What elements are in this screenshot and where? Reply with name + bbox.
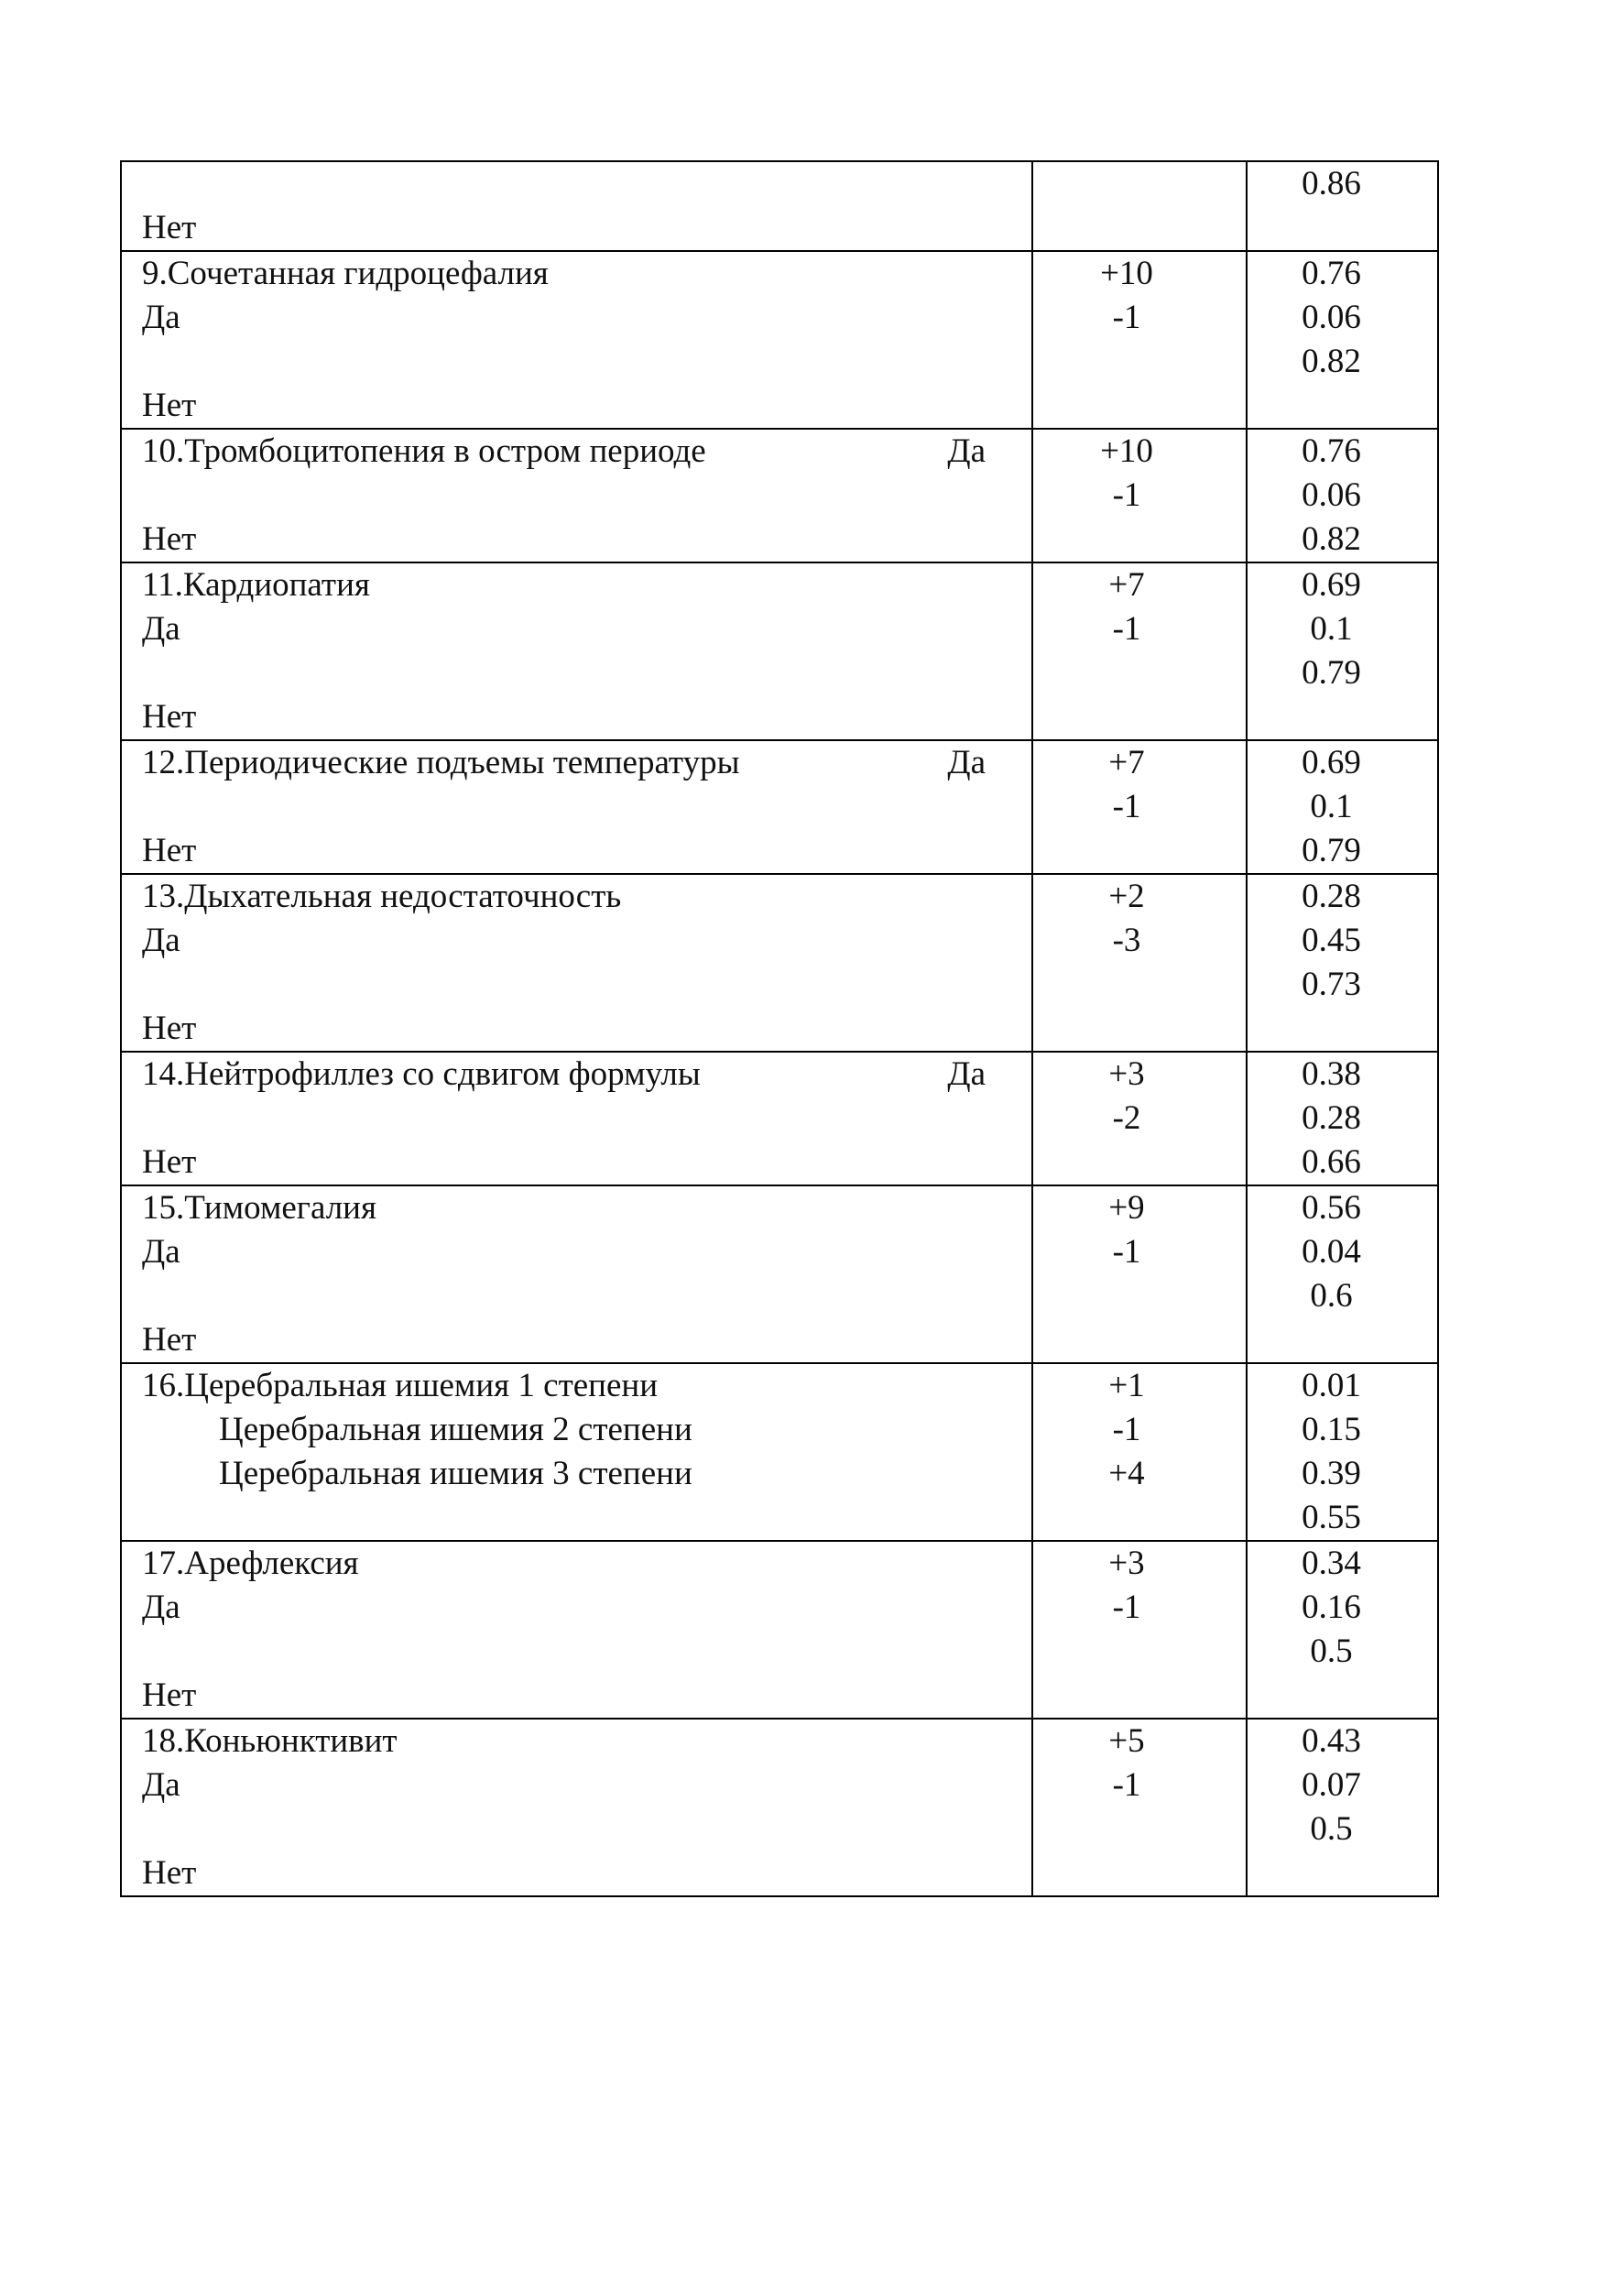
table-row — [121, 1363, 1438, 1541]
score-cell — [1032, 740, 1247, 874]
criterion-cell — [121, 1541, 1032, 1719]
criterion-line — [122, 296, 1031, 340]
score-value — [1033, 340, 1246, 384]
probability-value — [1248, 1007, 1437, 1051]
criterion-text: Нет — [142, 1321, 197, 1359]
criterion-line — [122, 1007, 1031, 1051]
probability-cell — [1247, 1185, 1438, 1363]
criterion-answer: Да — [947, 1055, 986, 1093]
criterion-line — [122, 206, 1031, 250]
criterion-text: Да — [142, 610, 180, 648]
criterion-text: Да — [142, 922, 180, 959]
table-row — [121, 1185, 1438, 1363]
criterion-answer: Да — [947, 744, 986, 781]
criterion-line — [122, 252, 1031, 296]
criterion-line — [122, 1586, 1031, 1630]
criterion-text: 13.Дыхательная недостаточность — [142, 878, 622, 915]
score-cell — [1032, 1719, 1247, 1896]
criterion-line — [122, 1720, 1031, 1763]
score-cell — [1032, 874, 1247, 1052]
probability-value: 0.86 — [1302, 165, 1361, 202]
table-row — [121, 740, 1438, 874]
score-value: +7 — [1108, 744, 1145, 781]
criterion-line — [122, 651, 1031, 695]
criterion-text: Нет — [142, 520, 197, 558]
probability-value: 0.66 — [1302, 1143, 1361, 1181]
table-row — [121, 1052, 1438, 1185]
score-value — [1033, 695, 1246, 739]
score-value — [1033, 1807, 1246, 1851]
criterion-line — [122, 1141, 1031, 1185]
score-value — [1033, 1674, 1246, 1718]
probability-value: 0.38 — [1302, 1055, 1361, 1093]
probability-value: 0.43 — [1302, 1722, 1361, 1760]
probability-value: 0.34 — [1302, 1545, 1361, 1582]
probability-value: 0.5 — [1310, 1632, 1353, 1670]
criterion-text: Нет — [142, 387, 197, 424]
probability-value: 0.06 — [1302, 476, 1361, 514]
criterion-line — [122, 340, 1031, 384]
probability-value: 0.69 — [1302, 744, 1361, 781]
score-value — [1033, 1141, 1246, 1185]
criterion-line — [122, 919, 1031, 963]
criterion-line — [122, 1408, 1031, 1452]
probability-value: 0.28 — [1302, 878, 1361, 915]
criterion-text: Церебральная ишемия 2 степени — [219, 1411, 692, 1448]
criterion-text: 9.Сочетанная гидроцефалия — [142, 255, 549, 292]
score-value — [1033, 162, 1246, 206]
score-value — [1033, 1318, 1246, 1362]
probability-cell — [1247, 874, 1438, 1052]
probability-value — [1248, 1674, 1437, 1718]
score-cell — [1032, 161, 1247, 251]
probability-value — [1248, 384, 1437, 428]
score-value: -1 — [1112, 1411, 1141, 1448]
criterion-text: 15.Тимомегалия — [142, 1189, 376, 1227]
criterion-text: 17.Арефлексия — [142, 1545, 359, 1582]
score-cell — [1032, 1363, 1247, 1541]
criterion-line — [122, 1230, 1031, 1274]
criterion-text: 11.Кардиопатия — [142, 566, 370, 604]
criterion-text: Нет — [142, 832, 197, 869]
criterion-text: 14.Нейтрофиллез со сдвигом формулы — [142, 1055, 701, 1093]
criterion-cell — [121, 251, 1032, 429]
score-value — [1033, 1496, 1246, 1540]
probability-cell — [1247, 740, 1438, 874]
criterion-line — [122, 1097, 1031, 1141]
table-row — [121, 1541, 1438, 1719]
criterion-cell — [121, 874, 1032, 1052]
criterion-text: Нет — [142, 1676, 197, 1714]
score-value: -1 — [1112, 476, 1141, 514]
probability-cell — [1247, 429, 1438, 562]
criterion-line — [122, 1452, 1031, 1496]
criterion-line — [122, 875, 1031, 919]
probability-cell — [1247, 1052, 1438, 1185]
criterion-cell — [121, 562, 1032, 740]
probability-cell — [1247, 251, 1438, 429]
score-value: +3 — [1108, 1545, 1145, 1582]
criterion-line — [122, 563, 1031, 607]
score-value — [1033, 963, 1246, 1007]
criterion-line — [122, 741, 1031, 785]
score-value: -2 — [1112, 1099, 1141, 1137]
probability-value: 0.76 — [1302, 432, 1361, 470]
probability-value: 0.01 — [1302, 1367, 1361, 1404]
criterion-text: Да — [142, 299, 180, 336]
score-value — [1033, 1630, 1246, 1674]
probability-cell — [1247, 562, 1438, 740]
probability-value: 0.82 — [1302, 520, 1361, 558]
probability-value: 0.69 — [1302, 566, 1361, 604]
probability-value: 0.16 — [1302, 1589, 1361, 1626]
criterion-text: Церебральная ишемия 3 степени — [219, 1455, 692, 1492]
score-value: +1 — [1108, 1367, 1145, 1404]
score-value: +5 — [1108, 1722, 1145, 1760]
score-value: -3 — [1112, 922, 1141, 959]
probability-cell — [1247, 1363, 1438, 1541]
score-value: +10 — [1100, 432, 1153, 470]
score-value — [1033, 206, 1246, 250]
criterion-cell — [121, 740, 1032, 874]
criterion-cell — [121, 429, 1032, 562]
score-value: -1 — [1112, 610, 1141, 648]
probability-value — [1248, 695, 1437, 739]
table-row — [121, 251, 1438, 429]
score-value: +2 — [1108, 878, 1145, 915]
probability-value: 0.45 — [1302, 922, 1361, 959]
table-row — [121, 429, 1438, 562]
probability-value — [1248, 1851, 1437, 1895]
criterion-line — [122, 1630, 1031, 1674]
criterion-line — [122, 1496, 1031, 1540]
probability-value: 0.79 — [1302, 832, 1361, 869]
probability-value: 0.56 — [1302, 1189, 1361, 1227]
criterion-text: Да — [142, 1766, 180, 1804]
criterion-text: Нет — [142, 1854, 197, 1892]
table-row — [121, 562, 1438, 740]
criterion-line — [122, 384, 1031, 428]
criterion-line — [122, 1807, 1031, 1851]
criterion-line — [122, 1364, 1031, 1408]
score-value — [1033, 651, 1246, 695]
score-value: +7 — [1108, 566, 1145, 604]
criterion-line — [122, 1851, 1031, 1895]
table-row — [121, 874, 1438, 1052]
probability-value: 0.5 — [1310, 1810, 1353, 1848]
criterion-line — [122, 1674, 1031, 1718]
probability-value: 0.07 — [1302, 1766, 1361, 1804]
criterion-line — [122, 474, 1031, 518]
score-cell — [1032, 562, 1247, 740]
probability-value: 0.39 — [1302, 1455, 1361, 1492]
score-value — [1033, 829, 1246, 873]
probability-value: 0.15 — [1302, 1411, 1361, 1448]
score-value — [1033, 1851, 1246, 1895]
probability-value: 0.55 — [1302, 1499, 1361, 1536]
table-body — [121, 161, 1438, 1896]
criterion-line — [122, 1053, 1031, 1097]
criterion-line — [122, 518, 1031, 562]
score-value: -1 — [1112, 1589, 1141, 1626]
criterion-cell — [121, 1363, 1032, 1541]
criterion-text: Нет — [142, 698, 197, 736]
score-cell — [1032, 1052, 1247, 1185]
criterion-line — [122, 162, 1031, 206]
score-cell — [1032, 429, 1247, 562]
criterion-answer: Да — [947, 432, 986, 470]
score-value: -1 — [1112, 788, 1141, 825]
probability-value — [1248, 206, 1437, 250]
score-value: -1 — [1112, 1766, 1141, 1804]
probability-value: 0.73 — [1302, 966, 1361, 1003]
probability-cell — [1247, 1541, 1438, 1719]
criterion-cell — [121, 1052, 1032, 1185]
criterion-cell — [121, 161, 1032, 251]
probability-value — [1248, 1318, 1437, 1362]
criterion-text: Нет — [142, 1143, 197, 1181]
criterion-text: 12.Периодические подъемы температуры — [142, 744, 740, 781]
criterion-cell — [121, 1185, 1032, 1363]
criterion-cell — [121, 1719, 1032, 1896]
probability-value: 0.06 — [1302, 299, 1361, 336]
criterion-text: 18.Коньюнктивит — [142, 1722, 398, 1760]
probability-cell — [1247, 161, 1438, 251]
probability-value: 0.76 — [1302, 255, 1361, 292]
probability-value: 0.1 — [1310, 788, 1353, 825]
probability-value: 0.1 — [1310, 610, 1353, 648]
probability-cell — [1247, 1719, 1438, 1896]
criterion-text: Нет — [142, 1010, 197, 1047]
score-value — [1033, 1007, 1246, 1051]
score-cell — [1032, 251, 1247, 429]
score-cell — [1032, 1541, 1247, 1719]
score-value — [1033, 1274, 1246, 1318]
criterion-text: Да — [142, 1589, 180, 1626]
score-value — [1033, 518, 1246, 562]
criterion-line — [122, 695, 1031, 739]
criterion-line — [122, 430, 1031, 474]
score-value: -1 — [1112, 1233, 1141, 1271]
criterion-text: Да — [142, 1233, 180, 1271]
score-cell — [1032, 1185, 1247, 1363]
probability-value: 0.79 — [1302, 654, 1361, 692]
criterion-line — [122, 785, 1031, 829]
criterion-line — [122, 1274, 1031, 1318]
data-table — [120, 160, 1439, 1897]
criterion-line — [122, 1186, 1031, 1230]
score-value: -1 — [1112, 299, 1141, 336]
table-row — [121, 161, 1438, 251]
criterion-text: Нет — [142, 209, 197, 246]
criterion-line — [122, 607, 1031, 651]
criterion-line — [122, 1318, 1031, 1362]
criterion-text: 10.Тромбоцитопения в остром периоде — [142, 432, 706, 470]
table-row — [121, 1719, 1438, 1896]
probability-value: 0.6 — [1310, 1277, 1353, 1315]
criterion-line — [122, 1763, 1031, 1807]
criterion-line — [122, 963, 1031, 1007]
probability-value: 0.82 — [1302, 343, 1361, 380]
probability-value: 0.28 — [1302, 1099, 1361, 1137]
criterion-line — [122, 1542, 1031, 1586]
score-value: +10 — [1100, 255, 1153, 292]
score-value: +3 — [1108, 1055, 1145, 1093]
criterion-text: 16.Церебральная ишемия 1 степени — [142, 1367, 659, 1404]
score-value: +9 — [1108, 1189, 1145, 1227]
probability-value: 0.04 — [1302, 1233, 1361, 1271]
score-value: +4 — [1108, 1455, 1145, 1492]
score-value — [1033, 384, 1246, 428]
criterion-line — [122, 829, 1031, 873]
